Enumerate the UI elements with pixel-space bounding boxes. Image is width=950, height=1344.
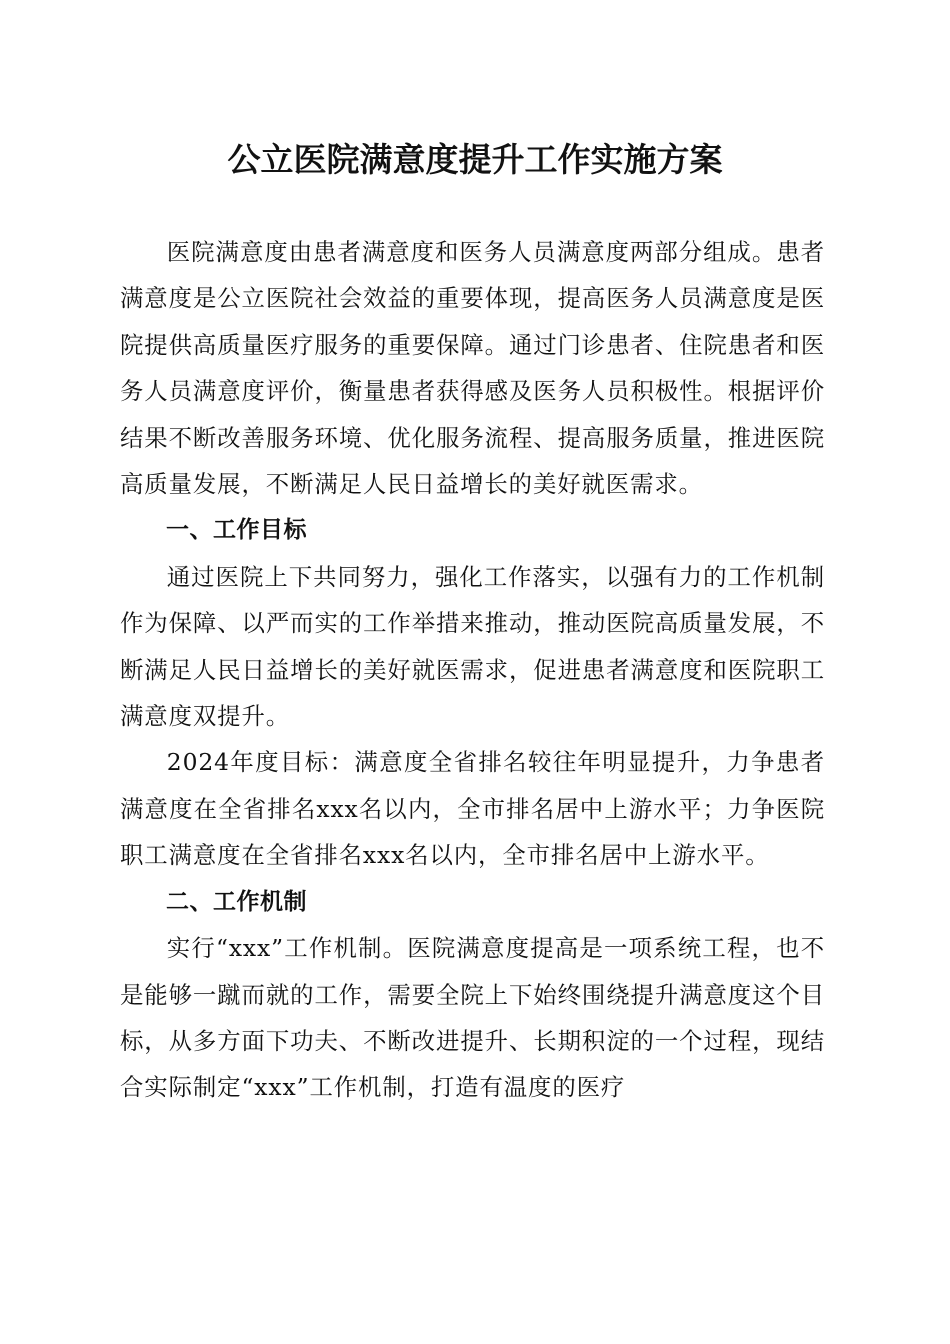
document-title: 公立医院满意度提升工作实施方案 [227, 140, 723, 179]
intro-paragraph: 医院满意度由患者满意度和医务人员满意度两部分组成。患者满意度是公立医院社会效益的重要体现，提高医务人员满意度是医院提供高质量医疗服务的重要保障。通过门诊患者、住院患者和医务人员满意度评价，衡量患者获得感及医务人员积极性。根据评价结果不断改善服务环境、优化服务流程、提高服务质量，推进医院高质量发展，不断满足人民日益增长的美好就医需求。 [120, 238, 825, 499]
section-heading-goals: 一、工作目标 [166, 517, 307, 544]
section-heading-mechanism: 二、工作机制 [166, 888, 307, 915]
mechanism-paragraph: 实行“xxx”工作机制。医院满意度提高是一项系统工程，也不是能够一蹴而就的工作，需要全院上下始终围绕提升满意度这个目标，从多方面下功夫、不断改进提升、长期积淀的一个过程，现结合实际制定“xxx”工作机制，打造有温度的医疗 [120, 934, 825, 1102]
goals-paragraph: 通过医院上下共同努力，强化工作落实，以强有力的工作机制作为保障、以严而实的工作举措来推动，推动医院高质量发展，不断满足人民日益增长的美好就医需求，促进患者满意度和医院职工满意度双提升。 [120, 562, 825, 731]
document-body [120, 229, 825, 1111]
annual-target-paragraph: 2024年度目标：满意度全省排名较往年明显提升，力争患者满意度在全省排名xxx名以内，全市排名居中上游水平；力争医院职工满意度在全省排名xxx名以内，全市排名居中上游水平。 [120, 748, 825, 870]
